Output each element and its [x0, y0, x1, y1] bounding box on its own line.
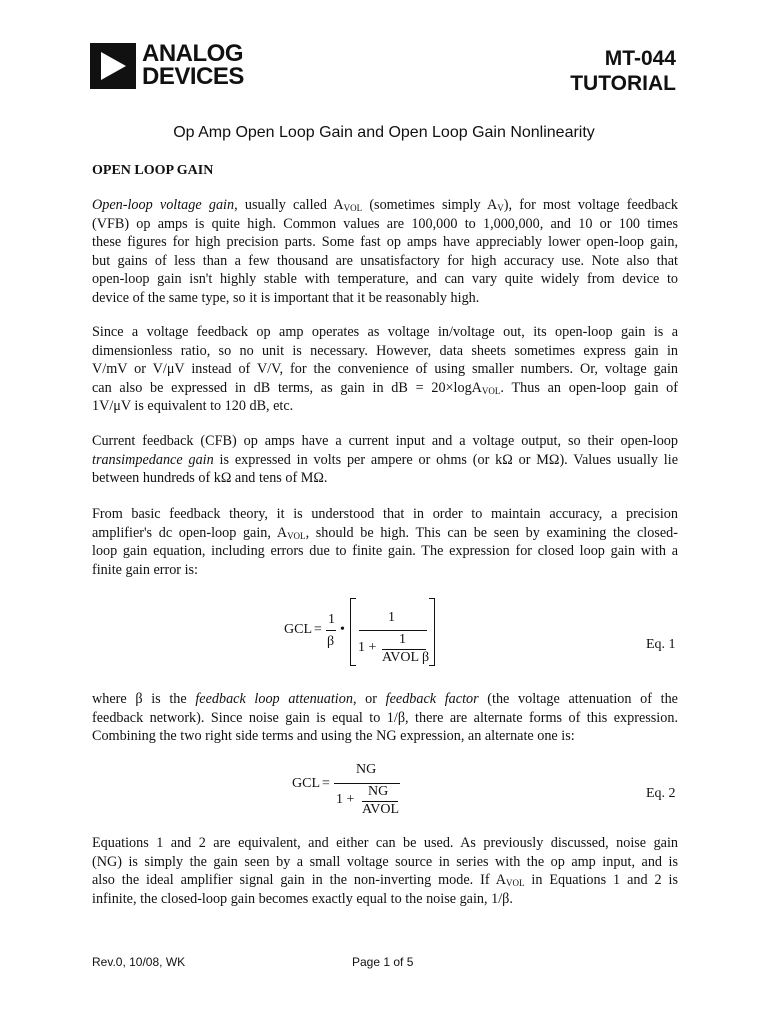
- eq1-frac-bar-1: [326, 630, 336, 631]
- section-heading: OPEN LOOP GAIN: [92, 163, 214, 178]
- logo-line-2: DEVICES: [142, 63, 244, 90]
- emphasis: feedback factor: [385, 691, 479, 707]
- eq2-frac-bar-1: [334, 783, 400, 784]
- paragraph-4: From basic feedback theory, it is understood that in order to maintain accuracy, a precision amplifier's dc open-loop gain, $A_{VOL}$, should be high. This can be seen by examining the closed- loop gain equation, including errors due to finite gain. The expression for closed loop gain with a finite gain error is:: [92, 506, 678, 578]
- doc-type: TUTORIAL: [570, 72, 676, 95]
- logo-wordmark: [142, 42, 244, 88]
- document-id: [570, 46, 676, 96]
- emphasis: feedback loop attenuation,: [195, 691, 357, 707]
- paragraph-5: where β is the feedback loop attenuation, or feedback factor (the voltage attenuation of the feedback network). Since noise gain is equal to 1/β, there are alternate forms of this expression. Combining the two right side terms and using the NG expression, an alternate one is:: [92, 691, 678, 745]
- paragraph-3: Current feedback (CFB) op amps have a current input and a voltage output, so their open-loop transimpedance gain is expressed in volts per ampere or ohms (or kΩ or MΩ). Values usually lie between hundreds of kΩ and tens of MΩ.: [92, 433, 678, 487]
- eq1-equals: =: [314, 622, 322, 637]
- eq2-den-prefix: 1 +: [336, 792, 355, 807]
- eq2-inner-num: NG: [368, 784, 389, 799]
- doc-number: MT-044: [604, 47, 676, 70]
- paragraph-6: Equations 1 and 2 are equivalent, and either can be used. As previously discussed, noise gain (NG) is simply the gain seen by a small voltage source in series with the op amp input, and is also the ideal amplifier signal gain in the non-inverting mode. If $A_{VOL}$ in Equations 1 and 2 is infinite, the closed-loop gain becomes exactly equal to the noise gain, 1/β.: [92, 835, 678, 907]
- paragraph-1: Open-loop voltage gain, usually called $A_{VOL}$ (sometimes simply $A_V$), for most voltage feedback (VFB) op amps is quite high. Common values are 100,000 to 1,000,000, and 10 or 100 times these figures for high precision parts. Some fast op amps have appreciably lower open-loop gain, but gains of less than a few thousand are unsatisfactory for high accuracy use. Note also that open-loop gain isn't highly stable with temperature, and can vary quite widely from device to device of the same type, so it is important that it be reasonably high.: [92, 197, 678, 306]
- logo-line-1: ANALOG: [142, 40, 243, 67]
- paragraph-2: Since a voltage feedback op amp operates as voltage in/voltage out, its open-loop gain is a dimensionless ratio, so no unit is necessary. However, data sheets sometimes express gain in V/mV or V/μV instead of V/V, for the convenience of using smaller numbers. Or, voltage gain can also be expressed in dB terms, as gain in dB = 20×logA$_{VOL}$. Thus an open-loop gain of 1V/μV is equivalent to 120 dB, etc.: [92, 324, 678, 415]
- eq1-den-prefix: 1 +: [358, 640, 377, 655]
- eq2-equals: =: [322, 776, 330, 791]
- eq1-inner-num: 1: [399, 632, 406, 647]
- page-title: Op Amp Open Loop Gain and Open Loop Gain Nonlinearity: [173, 124, 595, 141]
- eq2-numerator: NG: [356, 762, 377, 777]
- footer-page-number: Page 1 of 5: [352, 955, 414, 969]
- equation-1-label: Eq. 1: [646, 637, 676, 652]
- eq1-one: 1: [328, 612, 335, 627]
- emphasis: Open-loop voltage gain: [92, 197, 235, 213]
- emphasis: transimpedance gain: [92, 451, 214, 468]
- eq1-left-bracket: [350, 598, 356, 666]
- footer-revision: Rev.0, 10/08, WK: [92, 955, 186, 969]
- eq1-inner-den: AVOL β: [382, 650, 430, 665]
- eq1-right-bracket: [429, 598, 435, 666]
- equation-2: [292, 760, 412, 820]
- eq1-beta: β: [327, 634, 335, 649]
- eq2-inner-den: AVOL: [362, 802, 400, 817]
- equation-1: [284, 596, 444, 668]
- equation-2-label: Eq. 2: [646, 786, 676, 801]
- analog-devices-logo: [90, 42, 260, 90]
- eq1-lhs: GCL: [284, 622, 312, 637]
- triangle-logo-icon: [90, 43, 136, 89]
- eq1-numerator: 1: [388, 610, 395, 625]
- eq1-frac-bar-2: [359, 630, 427, 631]
- eq2-lhs: GCL: [292, 776, 320, 791]
- eq1-dot: •: [340, 622, 345, 637]
